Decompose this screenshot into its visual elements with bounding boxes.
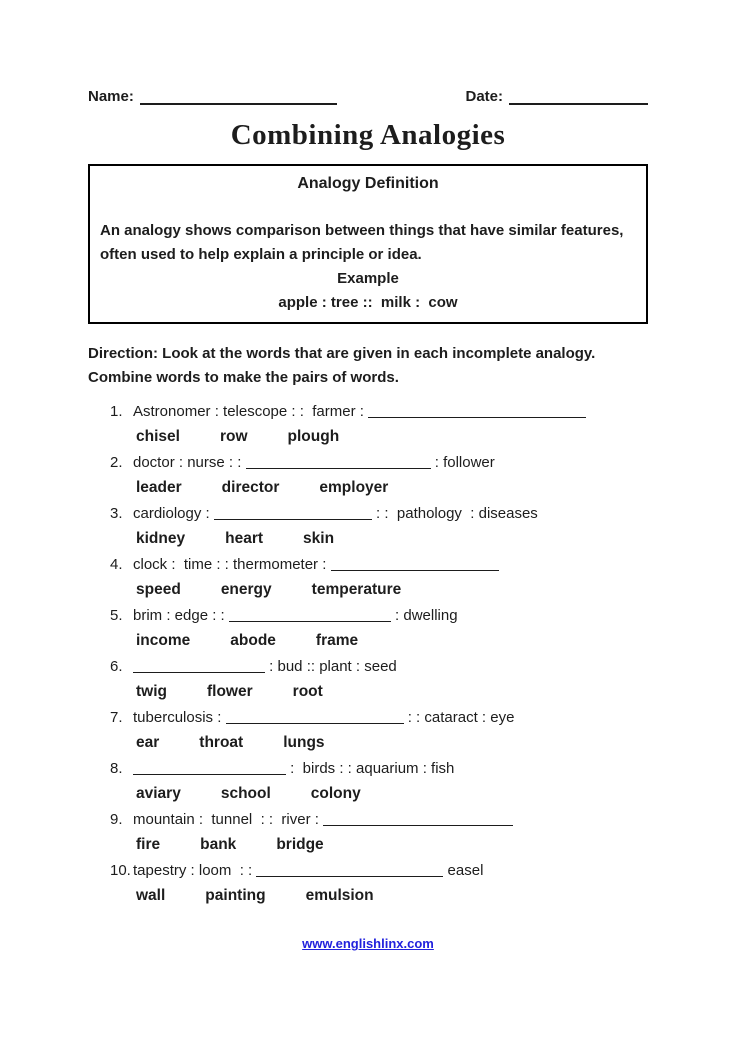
choices-row: [136, 530, 648, 548]
choices-row: [136, 479, 648, 497]
answer-blank-line: [229, 609, 391, 622]
question-block: [110, 658, 648, 701]
question-text: [133, 658, 397, 676]
question-text: [133, 454, 495, 472]
example-label: Example: [337, 270, 399, 287]
date-field: [465, 88, 648, 105]
answer-blank-line: [226, 711, 404, 724]
question-block: [110, 862, 648, 905]
question-number: 1.: [110, 403, 123, 420]
choice-word: bridge: [276, 836, 324, 853]
question-text-segment: : dwelling: [390, 607, 458, 624]
choice-word: ear: [136, 734, 160, 751]
choice-word: wall: [136, 887, 166, 904]
question-number: 7.: [110, 709, 123, 726]
choice-word: root: [292, 683, 323, 700]
choice-word: throat: [199, 734, 244, 751]
choices-row: [136, 785, 648, 803]
choices-row: [136, 428, 648, 446]
choices-row: [136, 632, 648, 650]
question-number: 4.: [110, 556, 123, 573]
choice-word: plough: [287, 428, 340, 445]
question-text: [133, 862, 483, 880]
question-block: [110, 760, 648, 803]
question-row: [110, 811, 648, 829]
question-text-segment: : : pathology : diseases: [371, 505, 538, 522]
choice-word: lungs: [283, 734, 325, 751]
answer-blank-line: [246, 456, 431, 469]
choice-word: painting: [205, 887, 266, 904]
question-text-segment: : : cataract : eye: [403, 709, 515, 726]
question-text-segment: brim : edge : :: [133, 607, 229, 624]
choice-word: flower: [207, 683, 253, 700]
choices-row: [136, 581, 648, 599]
choice-word: kidney: [136, 530, 186, 547]
choice-word: aviary: [136, 785, 181, 802]
question-number: 8.: [110, 760, 123, 777]
question-row: [110, 454, 648, 472]
question-text: [133, 403, 586, 421]
question-row: [110, 505, 648, 523]
choice-word: bank: [200, 836, 237, 853]
question-block: [110, 709, 648, 752]
definition-body: An analogy shows comparison between things that have similar features, often used to help explain a principle or idea.: [100, 222, 628, 263]
direction-text: Direction: Look at the words that are given in each incomplete analogy. Combine words to make the pairs of words.: [88, 345, 600, 386]
date-blank-line: [509, 91, 648, 105]
question-block: [110, 454, 648, 497]
choice-word: frame: [315, 632, 359, 649]
choice-word: chisel: [136, 428, 180, 445]
question-text-segment: cardiology :: [133, 505, 214, 522]
question-text: [133, 505, 538, 523]
choices-row: [136, 887, 648, 905]
question-block: [110, 607, 648, 650]
answer-blank-line: [331, 558, 499, 571]
choice-word: twig: [136, 683, 167, 700]
answer-blank-line: [133, 762, 286, 775]
question-row: [110, 658, 648, 676]
answer-blank-line: [214, 507, 372, 520]
question-row: [110, 556, 648, 574]
question-text-segment: easel: [443, 862, 484, 879]
choice-word: fire: [136, 836, 161, 853]
choices-row: [136, 836, 648, 854]
question-number: 2.: [110, 454, 123, 471]
question-block: [110, 811, 648, 854]
question-block: [110, 505, 648, 548]
question-text-segment: Astronomer : telescope : : farmer :: [133, 403, 369, 420]
question-number: 6.: [110, 658, 123, 675]
name-label: Name:: [88, 88, 134, 105]
answer-blank-line: [368, 405, 586, 418]
question-text: [133, 760, 454, 778]
question-block: [110, 556, 648, 599]
answer-blank-line: [323, 813, 513, 826]
question-text: [133, 709, 514, 727]
definition-heading: Analogy Definition: [297, 175, 439, 192]
question-number: 5.: [110, 607, 123, 624]
question-text: [133, 811, 513, 829]
answer-blank-line: [256, 864, 443, 877]
question-text-segment: tapestry : loom : :: [133, 862, 257, 879]
question-text-segment: doctor : nurse : :: [133, 454, 246, 471]
question-row: [110, 709, 648, 727]
choices-row: [136, 683, 648, 701]
question-text-segment: : birds : : aquarium : fish: [286, 760, 455, 777]
question-number: 3.: [110, 505, 123, 522]
choice-word: speed: [136, 581, 181, 598]
date-label: Date:: [465, 88, 503, 105]
name-field: [88, 88, 337, 105]
choice-word: income: [136, 632, 191, 649]
question-text-segment: : follower: [430, 454, 495, 471]
answer-blank-line: [133, 660, 265, 673]
definition-box: [88, 164, 648, 324]
choice-word: school: [220, 785, 271, 802]
question-text-segment: : bud :: plant : seed: [265, 658, 397, 675]
page-title: Combining Analogies: [230, 119, 506, 151]
choices-row: [136, 734, 648, 752]
question-text: [133, 556, 499, 574]
question-text-segment: tuberculosis :: [133, 709, 226, 726]
choice-word: abode: [230, 632, 276, 649]
choice-word: emulsion: [305, 887, 374, 904]
question-text-segment: clock : time : : thermometer :: [133, 556, 331, 573]
worksheet-content: [88, 0, 648, 951]
name-blank-line: [140, 91, 337, 105]
choice-word: temperature: [311, 581, 402, 598]
question-block: [110, 403, 648, 446]
question-number: 10.: [110, 862, 131, 879]
question-text: [133, 607, 458, 625]
choice-word: energy: [220, 581, 272, 598]
header-row: [88, 0, 648, 105]
question-row: [110, 862, 648, 880]
choice-word: colony: [310, 785, 361, 802]
questions-list: [110, 403, 648, 905]
example-text: apple : tree :: milk : cow: [278, 294, 458, 311]
question-text-segment: mountain : tunnel : : river :: [133, 811, 324, 828]
choice-word: leader: [136, 479, 182, 496]
question-row: [110, 403, 648, 421]
choice-word: skin: [303, 530, 335, 547]
choice-word: director: [221, 479, 280, 496]
question-row: [110, 607, 648, 625]
footer: [88, 936, 648, 951]
choice-word: heart: [225, 530, 264, 547]
footer-link[interactable]: www.englishlinx.com: [302, 936, 434, 951]
question-number: 9.: [110, 811, 123, 828]
question-row: [110, 760, 648, 778]
choice-word: employer: [319, 479, 389, 496]
choice-word: row: [219, 428, 248, 445]
